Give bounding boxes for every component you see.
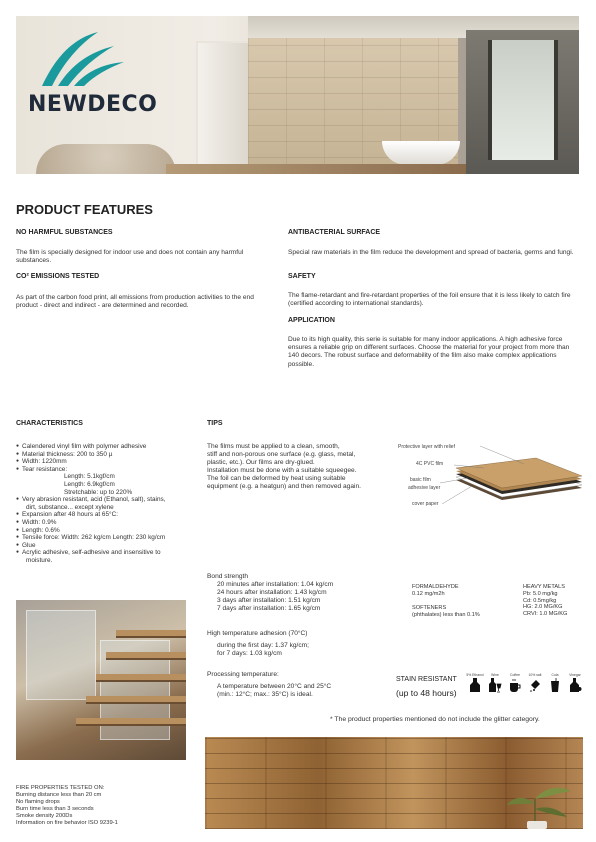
characteristics-subitem: Length: 6.9kgf/cm (64, 480, 115, 488)
fire-line: Smoke density 200Ds (16, 812, 73, 819)
staircase-photo (16, 600, 186, 760)
feature-text-application: Due to its high quality, this serie is suitable for many indoor applications. A high adhesive force ensures a reliable grip on different surfaces. Choose the material for your project from more than 140 decors. The robust surface and deformability of the film also make complex applications possible. (288, 336, 570, 368)
fire-line: FIRE PROPERTIES TESTED ON: (16, 785, 105, 791)
characteristics-item: ● Material thickness: 200 to 350 µ (16, 451, 196, 459)
characteristics-item: ● Tensile force: Width: 262 kg/cm Length: 230 kg/cm (16, 534, 196, 542)
page-title: PRODUCT FEATURES (16, 202, 153, 217)
heavy-metals-value: HG: 2.0 MG/KG (523, 604, 563, 611)
heavy-metals-value: Pb: 5.0 mg/kg (523, 590, 558, 597)
softeners-title: SOFTENERS (412, 605, 447, 611)
characteristics-item: ● Acrylic adhesive, self-adhesive and insensitive to (16, 549, 196, 557)
bond-strength-title: Bond strength (207, 573, 249, 580)
tips-line: equipment (e.g. a heatgun) and then removed again. (207, 483, 361, 490)
heavy-metals-value: Cd: 0.5mg/kg (523, 597, 557, 604)
stain-item (546, 673, 564, 698)
brand-logo-icon (28, 30, 128, 90)
staircase-step (96, 674, 186, 680)
processing-block (207, 671, 397, 699)
processing-line: (min.: 12°C; max.: 35°C) is ideal. (217, 691, 313, 698)
stain-item (506, 673, 524, 698)
characteristics-continuation: moisture. (26, 556, 53, 564)
tips-line: Installation must be done with a suitable squeegee. (207, 467, 357, 474)
processing-line: A temperature between 20°C and 25°C (217, 683, 332, 690)
characteristics-item: ● Expansion after 48 hours at 65°C: (16, 511, 196, 519)
high-temp-line: during the first day: 1.37 kg/cm; (217, 642, 309, 649)
stain-caption: Coffee (510, 673, 520, 677)
heavy-metals-title: HEAVY METALS (523, 584, 565, 590)
diagram-label: basic film (410, 477, 431, 483)
staircase-step (116, 630, 186, 636)
staircase-step (106, 652, 186, 658)
stain-caption: Wine (491, 673, 499, 677)
staircase-step (86, 696, 186, 702)
stain-caption: 10% salt (528, 673, 542, 677)
film-layer-diagram (396, 440, 586, 515)
diagram-label: Protective layer with relief (398, 444, 455, 450)
wine-bottle-icon (488, 677, 502, 693)
bond-strength-block (207, 573, 397, 613)
wood-panel-photo (205, 737, 583, 829)
high-temp-block (207, 630, 397, 658)
formaldehyde-block (412, 584, 459, 598)
stain-item (526, 673, 544, 698)
tips-line: The films must be applied to a clean, smooth, (207, 443, 340, 450)
stain-caption: 5% Ethanol (466, 673, 484, 677)
coffee-cup-icon (508, 677, 522, 693)
fire-line: Information on fire behavior ISO 9239-1 (16, 819, 118, 826)
characteristics-subitem: Stretchable: up to 220% (64, 488, 133, 496)
tips-line: stiff and non-porous one surface (e.g. glass, metal, (207, 451, 356, 458)
feature-text-antibacterial: Special raw materials in the film reduce the development and spread of bacteria, germs and fungi. (288, 249, 574, 256)
bond-strength-line: 3 days after installation: 1.51 kg/cm (217, 597, 321, 604)
bond-strength-line: 20 minutes after installation: 1.04 kg/cm (217, 581, 334, 588)
high-temp-line: for 7 days: 1.03 kg/cm (217, 650, 282, 657)
vinegar-bottle-icon (568, 677, 582, 693)
feature-heading-application: APPLICATION (288, 317, 335, 324)
characteristics-item: ● Width: 0.9% (16, 519, 196, 527)
characteristics-item: ● Calendered vinyl film with polymer adhesive (16, 443, 196, 451)
staircase-glass (26, 610, 96, 700)
characteristics-item: ● Very abrasion resistant, acid (Ethanol, salt), stains, (16, 496, 196, 504)
characteristics-item: ● Glue (16, 542, 196, 550)
characteristics-item: ● Tear resistance: (16, 466, 196, 474)
fire-line: No flaming drops (16, 798, 60, 805)
fire-properties (16, 785, 118, 826)
cola-glass-icon (548, 677, 562, 693)
diagram-label: adhesive layer (408, 485, 441, 491)
stain-item (566, 673, 584, 698)
feature-text-harmful: The film is specially designed for indoor use and does not contain any harmful substances. (16, 249, 244, 265)
characteristics-list (16, 443, 196, 565)
fire-line: Burning distance less than 20 cm (16, 791, 102, 798)
stain-item (486, 673, 504, 698)
plant-icon (505, 769, 575, 829)
diagram-label: 4C PVC film (416, 461, 444, 467)
feature-heading-emissions: CO² EMISSIONS TESTED (16, 273, 100, 280)
brand-name: NEWDECO (28, 92, 158, 117)
feature-heading-harmful: NO HARMFUL SUBSTANCES (16, 229, 113, 236)
bond-strength-line: 24 hours after installation: 1.43 kg/cm (217, 589, 327, 596)
tips-line: plastic, etc.). Our films are dry-glued. (207, 459, 315, 466)
characteristics-item: ● Length: 0.6% (16, 527, 196, 535)
heavy-metals-block (523, 584, 567, 618)
salt-shaker-icon (528, 677, 542, 693)
hero-floor (166, 164, 466, 174)
formaldehyde-title: FORMALDEHYDE (412, 584, 459, 590)
feature-text-safety: The flame-retardant and fire-retardant properties of the foil ensure that it is less likely to catch fire (certified according to international standards). (288, 292, 571, 308)
ethanol-bottle-icon (468, 677, 482, 693)
stain-caption: Cola (551, 673, 559, 677)
feature-heading-safety: SAFETY (288, 273, 316, 280)
characteristics-subitem: Length: 5.1kgf/cm (64, 473, 115, 481)
hero-bed (36, 144, 176, 174)
stain-resistant-duration: (up to 48 hours) (396, 688, 457, 698)
characteristics-item: ● Width: 1220mm (16, 458, 196, 466)
tips-heading: TIPS (207, 420, 223, 427)
heavy-metals-value: CRVI: 1.0 MG/KG (523, 611, 568, 618)
characteristics-continuation: dirt, substance... except xylene (26, 503, 114, 511)
processing-title: Processing temperature: (207, 671, 279, 678)
stain-caption: Vinegar (569, 673, 581, 677)
feature-text-emissions: As part of the carbon food print, all emissions from production activities to the end product - direct and indirect - are determined and recorded. (16, 294, 254, 310)
staircase-step (76, 718, 186, 724)
hero-window (466, 30, 579, 174)
formaldehyde-value: 0.12 mg/m2h (412, 590, 445, 597)
tips-line: The foil can be deformed by heat using suitable (207, 475, 346, 482)
characteristics-heading: CHARACTERISTICS (16, 420, 83, 427)
fire-line: Burn time less than 3 seconds (16, 805, 94, 812)
diagram-label: cover paper (412, 501, 439, 507)
stain-icons (466, 673, 586, 703)
feature-heading-antibacterial: ANTIBACTERIAL SURFACE (288, 229, 381, 236)
softeners-value: (phthalates) less than 0.1% (412, 611, 480, 618)
high-temp-title: High temperature adhesion (70°C) (207, 630, 308, 637)
tips-text (207, 443, 397, 491)
bond-strength-line: 7 days after installation: 1.65 kg/cm (217, 605, 321, 612)
stain-item (466, 673, 484, 698)
glitter-note: * The product properties mentioned do not include the glitter category. (330, 716, 540, 723)
stain-resistant-label: STAIN RESISTANT (396, 676, 457, 683)
softeners-block (412, 605, 480, 619)
hero-bathtub (382, 141, 460, 165)
hero-door (196, 41, 252, 166)
